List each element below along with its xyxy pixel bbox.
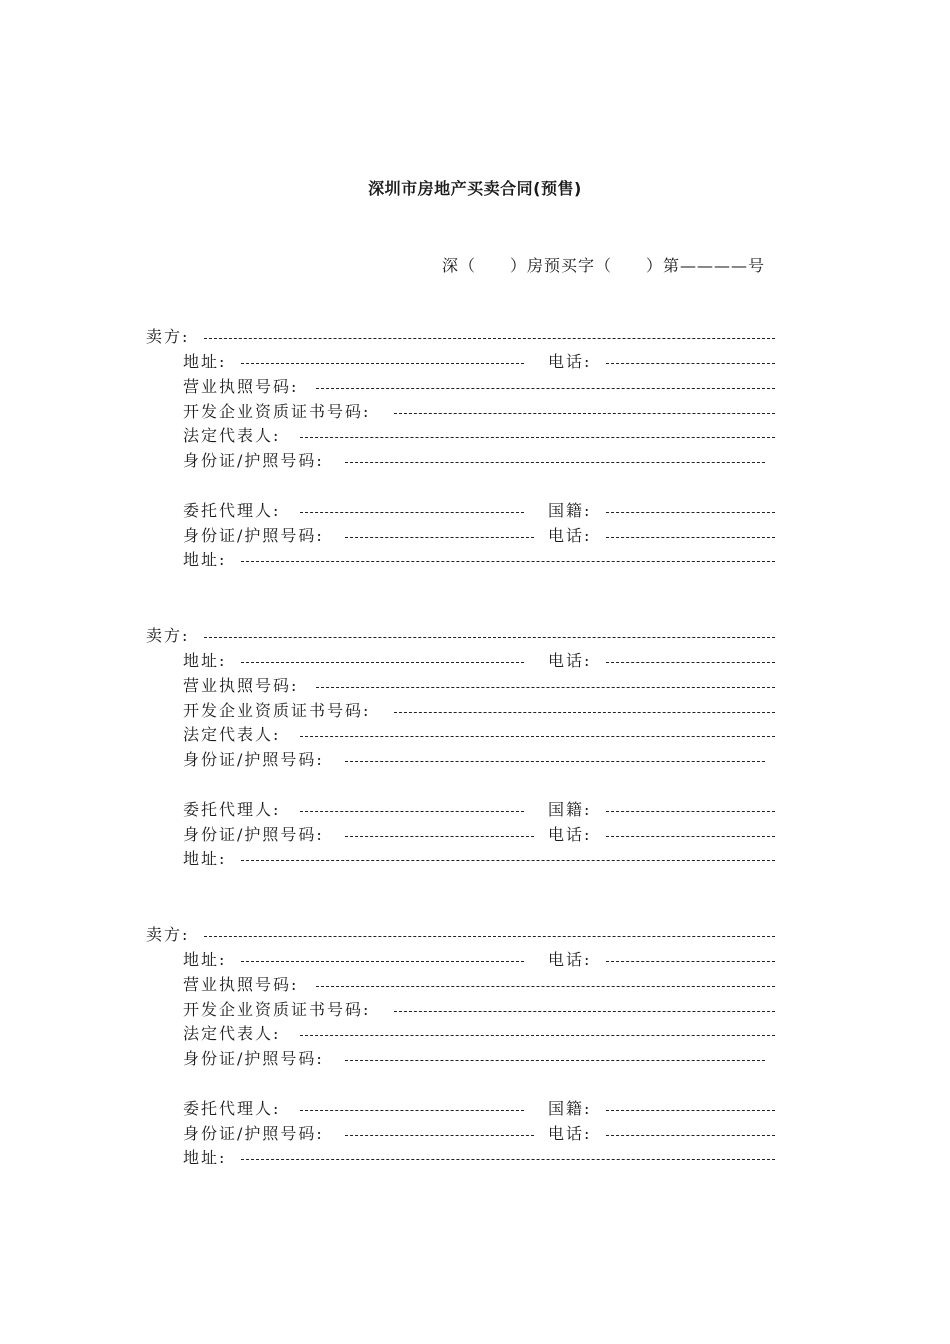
license-field-label: 营业执照号码: (183, 676, 299, 695)
agent-address-field-blank[interactable] (241, 860, 775, 861)
agent-field (183, 500, 280, 522)
qualification-field-label: 开发企业资质证书号码: (183, 701, 371, 720)
qualification-field-blank[interactable] (394, 1011, 775, 1012)
agent-field-blank[interactable] (300, 811, 524, 812)
license-field-label: 营业执照号码: (183, 377, 299, 396)
id-number-field (183, 749, 324, 771)
license-field-blank[interactable] (316, 986, 775, 987)
id-number-field-label: 身份证/护照号码: (183, 451, 324, 470)
seller-field-blank[interactable] (204, 936, 775, 937)
legal-representative-field-blank[interactable] (300, 437, 775, 438)
agent-address-field (183, 549, 226, 571)
address-field-label: 地址: (183, 950, 227, 969)
agent-field-label: 委托代理人: (183, 1099, 281, 1118)
agent-field (183, 799, 280, 821)
nationality-field-label: 国籍: (548, 1099, 592, 1118)
nationality-field-blank[interactable] (606, 512, 775, 513)
nationality-field-label: 国籍: (548, 501, 592, 520)
nationality-field (548, 1098, 591, 1120)
license-field (183, 974, 298, 996)
agent-phone-field (548, 1123, 591, 1145)
agent-address-field-blank[interactable] (241, 1159, 775, 1160)
agent-address-field-blank[interactable] (241, 561, 775, 562)
qualification-field (183, 401, 370, 423)
nationality-field-label: 国籍: (548, 800, 592, 819)
agent-address-field-label: 地址: (183, 550, 227, 569)
id-number-field-label: 身份证/护照号码: (183, 750, 324, 769)
id-number-field (183, 450, 324, 472)
seller-field-label: 卖方: (146, 626, 190, 645)
seller-field (146, 924, 189, 946)
address-field-blank[interactable] (241, 961, 524, 962)
phone-field (548, 650, 591, 672)
qualification-field (183, 700, 370, 722)
legal-representative-field-blank[interactable] (300, 736, 775, 737)
agent-id-field (183, 1123, 324, 1145)
agent-field-blank[interactable] (300, 512, 524, 513)
agent-field (183, 1098, 280, 1120)
phone-field (548, 949, 591, 971)
agent-phone-field (548, 824, 591, 846)
legal-representative-field-label: 法定代表人: (183, 426, 281, 445)
id-number-field-blank[interactable] (345, 761, 765, 762)
legal-representative-field (183, 724, 280, 746)
phone-field-label: 电话: (548, 950, 592, 969)
nationality-field-blank[interactable] (606, 1110, 775, 1111)
agent-phone-field-blank[interactable] (606, 1135, 775, 1136)
agent-address-field (183, 848, 226, 870)
license-field-blank[interactable] (316, 687, 775, 688)
license-field-label: 营业执照号码: (183, 975, 299, 994)
agent-phone-field (548, 525, 591, 547)
address-field-label: 地址: (183, 352, 227, 371)
phone-field-label: 电话: (548, 651, 592, 670)
id-number-field-blank[interactable] (345, 462, 765, 463)
agent-id-field-blank[interactable] (345, 1135, 534, 1136)
qualification-field-label: 开发企业资质证书号码: (183, 1000, 371, 1019)
agent-id-field (183, 824, 324, 846)
nationality-field (548, 799, 591, 821)
legal-representative-field (183, 425, 280, 447)
legal-representative-field (183, 1023, 280, 1045)
phone-field-blank[interactable] (606, 662, 775, 663)
id-number-field-label: 身份证/护照号码: (183, 1049, 324, 1068)
seller-field (146, 625, 189, 647)
address-field-blank[interactable] (241, 662, 524, 663)
seller-field (146, 326, 189, 348)
seller-field-label: 卖方: (146, 327, 190, 346)
agent-id-field-label: 身份证/护照号码: (183, 1124, 324, 1143)
agent-phone-field-label: 电话: (548, 825, 592, 844)
document-title: 深圳市房地产买卖合同(预售) (368, 179, 582, 198)
license-field (183, 675, 298, 697)
license-field-blank[interactable] (316, 388, 775, 389)
phone-field-blank[interactable] (606, 363, 775, 364)
agent-address-field-label: 地址: (183, 849, 227, 868)
agent-id-field-label: 身份证/护照号码: (183, 825, 324, 844)
qualification-field-blank[interactable] (394, 413, 775, 414)
nationality-field-blank[interactable] (606, 811, 775, 812)
nationality-field (548, 500, 591, 522)
agent-field-blank[interactable] (300, 1110, 524, 1111)
agent-id-field-blank[interactable] (345, 537, 534, 538)
id-number-field (183, 1048, 324, 1070)
agent-field-label: 委托代理人: (183, 800, 281, 819)
legal-representative-field-label: 法定代表人: (183, 1024, 281, 1043)
agent-phone-field-label: 电话: (548, 1124, 592, 1143)
address-field-label: 地址: (183, 651, 227, 670)
agent-phone-field-blank[interactable] (606, 537, 775, 538)
id-number-field-blank[interactable] (345, 1060, 765, 1061)
qualification-field-label: 开发企业资质证书号码: (183, 402, 371, 421)
phone-field-blank[interactable] (606, 961, 775, 962)
agent-id-field-blank[interactable] (345, 836, 534, 837)
agent-field-label: 委托代理人: (183, 501, 281, 520)
qualification-field (183, 999, 370, 1021)
seller-field-label: 卖方: (146, 925, 190, 944)
qualification-field-blank[interactable] (394, 712, 775, 713)
license-field (183, 376, 298, 398)
seller-field-blank[interactable] (204, 338, 775, 339)
phone-field-label: 电话: (548, 352, 592, 371)
address-field (183, 949, 226, 971)
phone-field (548, 351, 591, 373)
agent-id-field (183, 525, 324, 547)
agent-address-field (183, 1147, 226, 1169)
seller-field-blank[interactable] (204, 637, 775, 638)
agent-address-field-label: 地址: (183, 1148, 227, 1167)
address-field (183, 351, 226, 373)
agent-phone-field-blank[interactable] (606, 836, 775, 837)
agent-id-field-label: 身份证/护照号码: (183, 526, 324, 545)
legal-representative-field-label: 法定代表人: (183, 725, 281, 744)
legal-representative-field-blank[interactable] (300, 1035, 775, 1036)
document-number: 深（ ）房预买字（ ）第————号 (442, 256, 766, 275)
address-field-blank[interactable] (241, 363, 524, 364)
address-field (183, 650, 226, 672)
agent-phone-field-label: 电话: (548, 526, 592, 545)
